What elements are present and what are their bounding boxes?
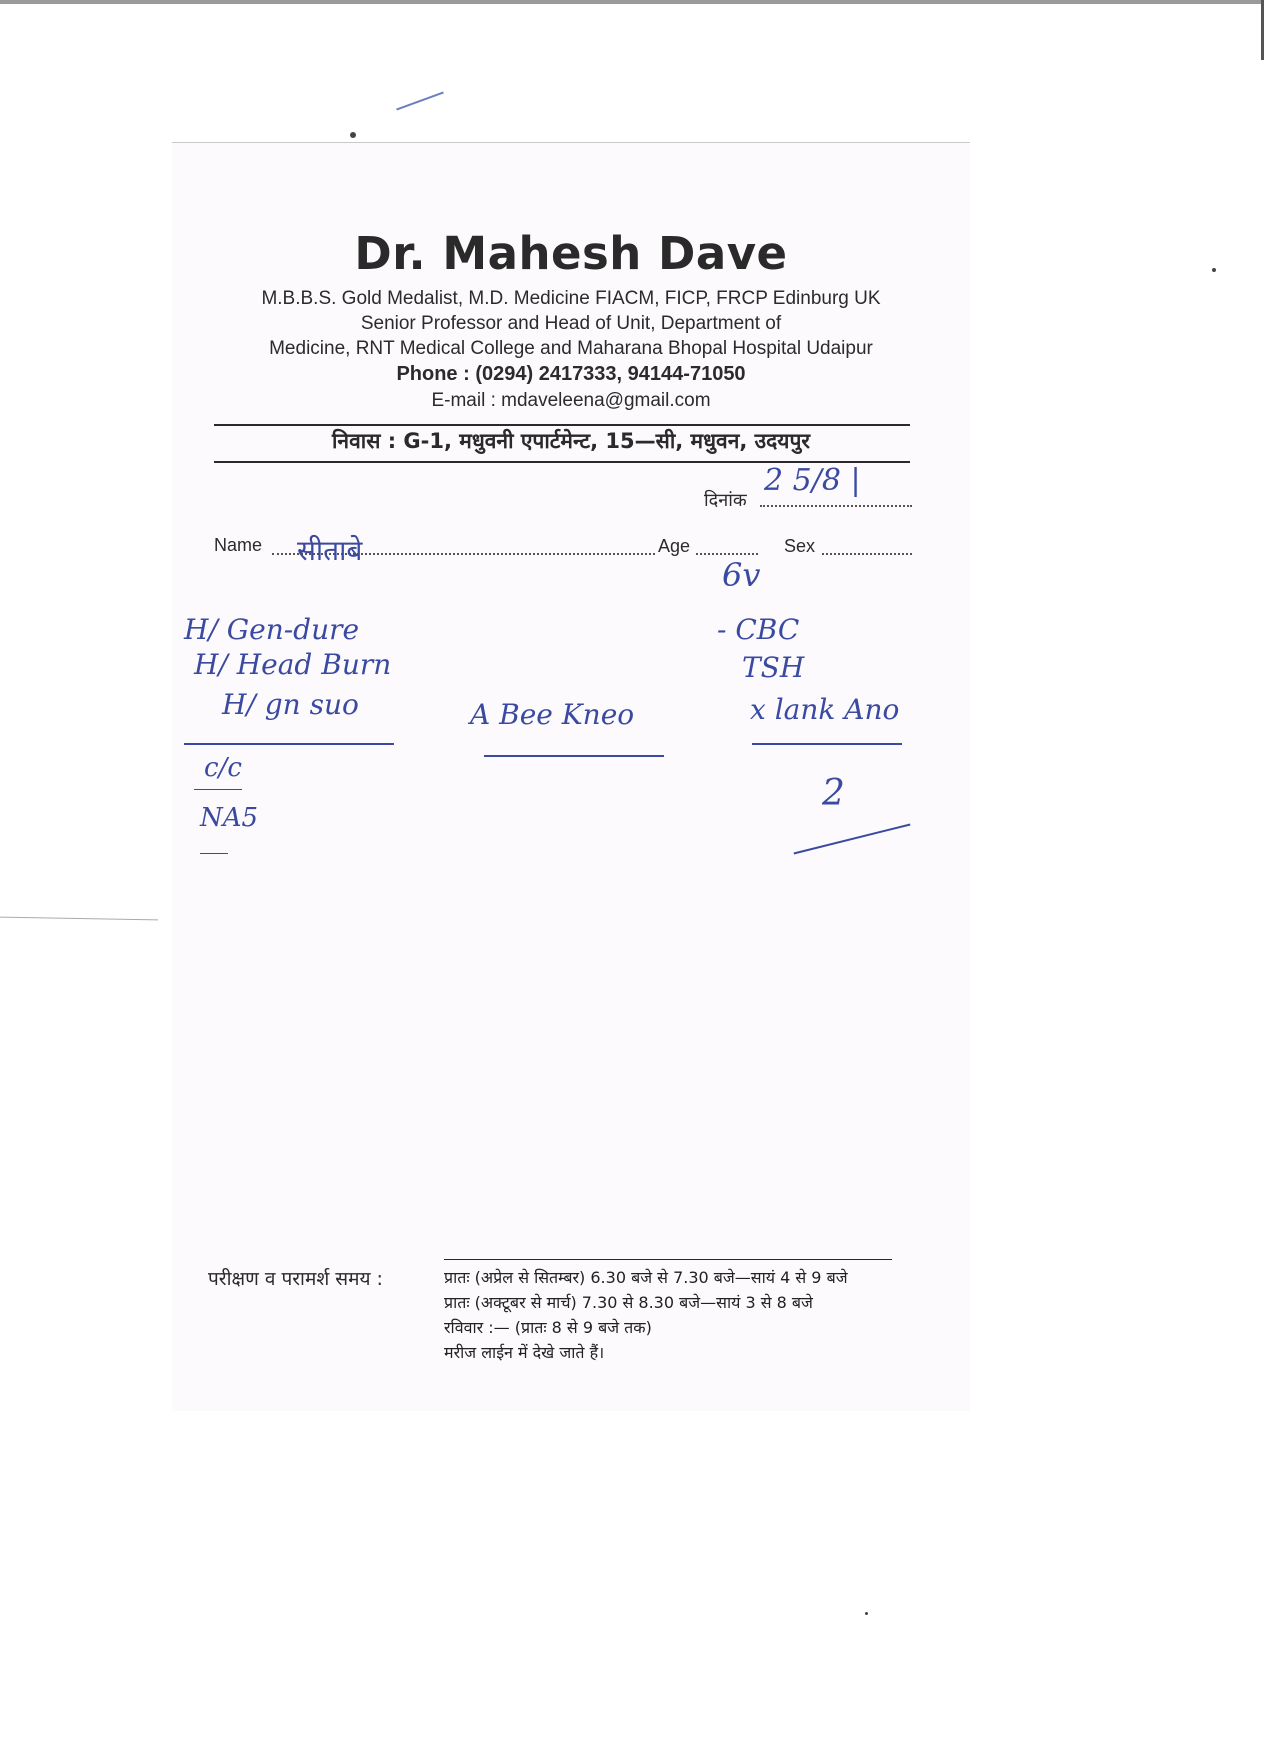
handwritten-name: सीताबे [297,534,363,567]
consultation-timing [444,1265,848,1365]
position-line-1: Senior Professor and Head of Unit, Department of [360,313,782,334]
history-line: H/ gn suo [222,688,359,721]
history-note-underline [194,789,242,790]
middle-note: A Bee Kneo [470,698,635,731]
history-note: NA5 [200,803,259,833]
phone: Phone : (0294) 2417333, 94144-71050 [396,363,746,385]
scan-margin-mark [0,917,158,921]
history-note: c/c [204,753,242,783]
email: E-mail : mdaveleena@gmail.com [431,390,711,411]
test-line: TSH [742,651,805,684]
date-dotted-line [760,505,912,507]
scan-speck [1212,268,1216,272]
scan-top-edge [0,0,1264,4]
scan-pencil-stroke [396,92,444,111]
scan-speck [350,132,356,138]
sex-label: Sex [784,536,816,556]
residence-address: निवास : G-1, मधुवनी एपार्टमेन्ट, 15—सी, मधुवन, उदयपुर [331,429,810,453]
scan-speck [865,1612,868,1615]
test-line: x lank Ano [750,693,900,726]
test-line: - CBC [717,613,800,646]
position-line-2: Medicine, RNT Medical College and Maharana Bhopal Hospital Udaipur [269,338,873,359]
sex-dotted-line [822,553,912,555]
residence-top-rule [214,424,910,426]
doctor-name: Dr. Mahesh Dave [354,227,788,280]
age-dotted-line [696,553,758,555]
date-label: दिनांक [704,490,747,511]
handwritten-age: 6v [722,556,761,594]
name-label: Name [214,535,263,555]
timing-line: मरीज लाईन में देखे जाते हैं। [444,1343,605,1362]
signature: 2 [822,773,845,814]
footer-rule [444,1259,892,1260]
handwritten-date: 2 5/8 | [764,463,861,498]
history-underline [184,743,394,745]
middle-underline [484,755,664,757]
qualifications: M.B.B.S. Gold Medalist, M.D. Medicine FIACM, FICP, FRCP Edinburg UK [261,288,881,309]
history-line: H/ Head Burn [194,648,392,681]
age-label: Age [658,536,691,556]
timing-line: प्रातः (अक्टूबर से मार्च) 7.30 से 8.30 बजे—सायं 3 से 8 बजे [444,1293,813,1312]
timing-line: प्रातः (अप्रेल से सितम्बर) 6.30 बजे से 7.30 बजे—सायं 4 से 9 बजे [444,1268,848,1287]
signature-stroke [794,824,911,855]
prescription-pad [172,142,970,1411]
tests-underline [752,743,902,745]
history-line: H/ Gen-dure [184,613,360,646]
consultation-timing-label: परीक्षण व परामर्श समय : [208,1268,383,1290]
history-note-underline [200,853,228,854]
timing-line: रविवार :— (प्रातः 8 से 9 बजे तक) [444,1318,652,1337]
